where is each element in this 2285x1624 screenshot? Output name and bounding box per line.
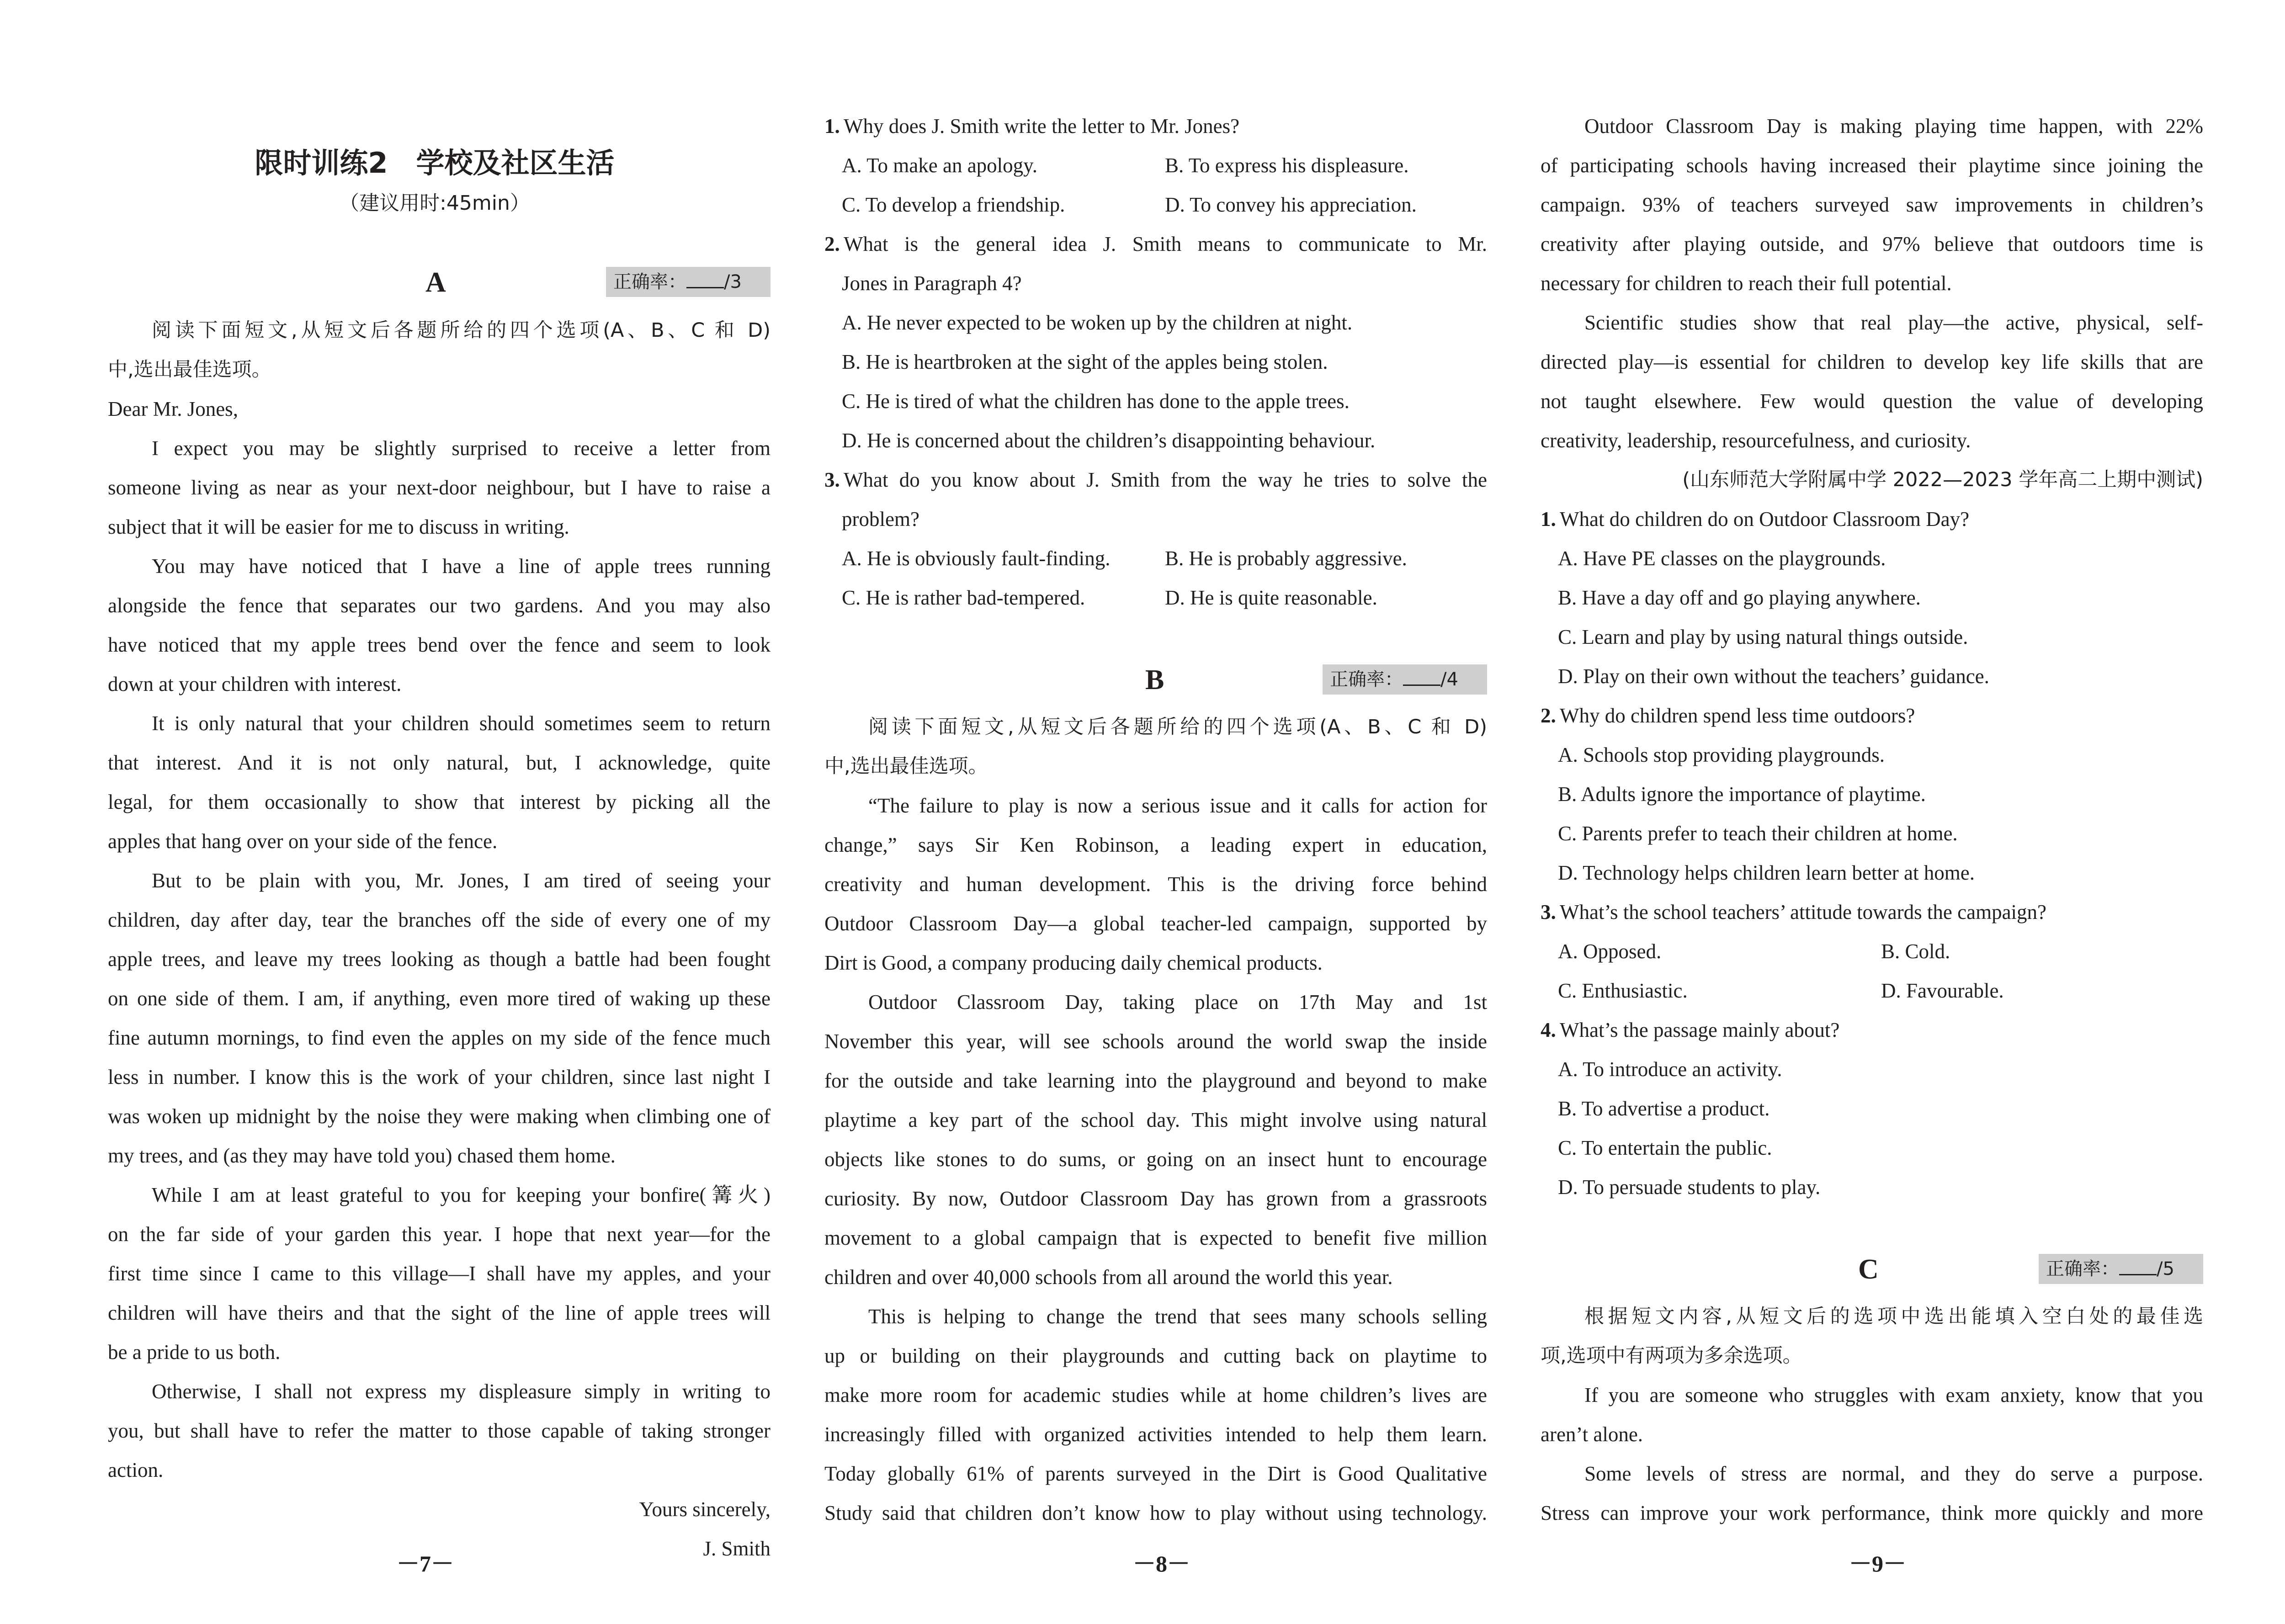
instruction-line: 项,选项中有两项为多余选项。 bbox=[1541, 1344, 1802, 1367]
score-box-c bbox=[2039, 1254, 2203, 1284]
option-a[interactable]: A. To make an apology. bbox=[842, 154, 1038, 177]
option-c[interactable]: C. He is tired of what the children has done to the apple trees. bbox=[842, 390, 1350, 413]
text-line: But to be plain with you, Mr. Jones, I am tired of seeing your bbox=[152, 869, 771, 892]
option-d[interactable]: D. To persuade students to play. bbox=[1558, 1176, 1821, 1199]
instruction-line: 中,选出最佳选项。 bbox=[108, 358, 271, 381]
text-line: You may have noticed that I have a line of apple trees running bbox=[152, 555, 771, 578]
score-label: 正确率： bbox=[613, 271, 686, 292]
text-line: was woken up midnight by the noise they were making when climbing one of bbox=[108, 1105, 771, 1128]
score-total: /3 bbox=[724, 271, 742, 292]
question-2 bbox=[824, 224, 1487, 264]
page-number: －7－ bbox=[397, 1551, 454, 1576]
text-line: apple trees, and leave my trees looking as though a battle had been fought bbox=[108, 948, 771, 971]
text-line: campaign. 93% of teachers surveyed saw improvements in children’s bbox=[1541, 193, 2203, 216]
text-line: make more room for academic studies while at home children’s lives are bbox=[824, 1384, 1487, 1406]
text-line: While I am at least grateful to you for keeping your bonfire(篝火) bbox=[152, 1184, 771, 1206]
text-line: less in number. I know this is the work of your children, since last night I bbox=[108, 1066, 771, 1088]
text-line: Scientific studies show that real play—the active, physical, self- bbox=[1584, 311, 2203, 334]
text-line: action. bbox=[108, 1459, 164, 1481]
text-line: movement to a global campaign that is expected to benefit five million bbox=[824, 1226, 1487, 1249]
text-line: Outdoor Classroom Day is making playing time happen, with 22% bbox=[1584, 115, 2203, 138]
text-line: Some levels of stress are normal, and they do serve a purpose. bbox=[1584, 1462, 2203, 1485]
option-a[interactable]: A. Opposed. bbox=[1558, 940, 1662, 963]
instruction-line: 阅读下面短文,从短文后各题所给的四个选项(A、B、C 和 D) bbox=[152, 319, 771, 342]
option-d[interactable]: D. To convey his appreciation. bbox=[1165, 193, 1417, 216]
option-b[interactable]: B. To advertise a product. bbox=[1558, 1097, 1770, 1120]
question-4 bbox=[1541, 1010, 2203, 1050]
text-line: subject that it will be easier for me to discuss in writing. bbox=[108, 515, 569, 538]
text-line: It is only natural that your children should sometimes seem to return bbox=[152, 712, 771, 735]
score-box-b bbox=[1323, 664, 1487, 695]
question-number: 1. bbox=[1541, 508, 1556, 531]
text-line: first time since I came to this village—I shall have my apples, and your bbox=[108, 1262, 771, 1285]
text-line: apples that hang over on your side of the fence. bbox=[108, 830, 498, 853]
text-line: legal, for them occasionally to show that interest by picking all the bbox=[108, 791, 771, 813]
text-line: If you are someone who struggles with exam anxiety, know that you bbox=[1584, 1384, 2203, 1406]
section-a-heading: A bbox=[425, 267, 446, 298]
section-c-heading: C bbox=[1858, 1254, 1879, 1285]
text-line: children will have theirs and that the sight of the line of apple trees will bbox=[108, 1301, 771, 1324]
text-line: curiosity. By now, Outdoor Classroom Day has grown from a grassroots bbox=[824, 1187, 1487, 1210]
question-stem: What is the general idea J. Smith means to communicate to Mr. bbox=[844, 233, 1487, 255]
option-c[interactable]: C. To develop a friendship. bbox=[842, 193, 1065, 216]
text-line: This is helping to change the trend that sees many schools selling bbox=[868, 1305, 1487, 1328]
text-line: objects like stones to do sums, or going on an insect hunt to encourage bbox=[824, 1148, 1487, 1171]
option-b[interactable]: B. To express his displeasure. bbox=[1165, 154, 1409, 177]
option-c[interactable]: C. He is rather bad-tempered. bbox=[842, 586, 1085, 609]
question-stem: What do you know about J. Smith from the way he tries to solve the bbox=[844, 468, 1487, 491]
question-1 bbox=[1541, 499, 2203, 539]
question-number: 1. bbox=[824, 115, 840, 138]
option-d[interactable]: D. Favourable. bbox=[1881, 979, 2004, 1002]
text-line: on one side of them. I am, if anything, even more tired of waking up these bbox=[108, 987, 771, 1010]
option-a[interactable]: A. To introduce an activity. bbox=[1558, 1058, 1782, 1081]
question-1 bbox=[824, 106, 1487, 146]
score-label: 正确率： bbox=[2046, 1258, 2119, 1279]
letter-salutation: Dear Mr. Jones, bbox=[108, 398, 238, 420]
text-line: my trees, and (as they may have told you) chased them home. bbox=[108, 1144, 616, 1167]
question-stem-cont: Jones in Paragraph 4? bbox=[842, 272, 1022, 295]
text-line: of participating schools having increased their playtime since joining the bbox=[1541, 154, 2203, 177]
page-number: －8－ bbox=[1133, 1551, 1190, 1576]
score-blank bbox=[686, 267, 724, 288]
page-title: 限时训练2 学校及社区生活 bbox=[255, 146, 615, 180]
text-line: on the far side of your garden this year. I hope that next year—for the bbox=[108, 1223, 771, 1246]
section-b-heading: B bbox=[1145, 664, 1164, 695]
text-line: be a pride to us both. bbox=[108, 1341, 281, 1364]
text-line: for the outside and take learning into the playground and beyond to make bbox=[824, 1069, 1487, 1092]
option-c[interactable]: C. Parents prefer to teach their children at home. bbox=[1558, 822, 1958, 845]
page-number: －9－ bbox=[1849, 1551, 1906, 1576]
text-line: playtime a key part of the school day. This might involve using natural bbox=[824, 1109, 1487, 1131]
text-line: Stress can improve your work performance, think more quickly and more bbox=[1541, 1502, 2203, 1524]
text-line: up or building on their playgrounds and cutting back on playtime to bbox=[824, 1344, 1487, 1367]
text-line: change,” says Sir Ken Robinson, a leading expert in education, bbox=[824, 833, 1487, 856]
text-line: “The failure to play is now a serious issue and it calls for action for bbox=[868, 794, 1487, 817]
option-b[interactable]: B. Have a day off and go playing anywhere. bbox=[1558, 586, 1921, 609]
text-line: Outdoor Classroom Day, taking place on 17th May and 1st bbox=[868, 991, 1487, 1014]
instruction-line: 根据短文内容,从短文后的选项中选出能填入空白处的最佳选 bbox=[1584, 1305, 2203, 1328]
score-box-a bbox=[606, 267, 771, 297]
text-line: have noticed that my apple trees bend over the fence and seem to look bbox=[108, 633, 771, 656]
text-line: creativity, leadership, resourcefulness, and curiosity. bbox=[1541, 429, 1971, 452]
text-line: increasingly filled with organized activities intended to help them learn. bbox=[824, 1423, 1487, 1446]
score-blank bbox=[1403, 664, 1440, 686]
question-3 bbox=[824, 460, 1487, 499]
option-a[interactable]: A. Schools stop providing playgrounds. bbox=[1558, 743, 1885, 766]
score-total: /4 bbox=[1440, 669, 1458, 690]
text-line: children, day after day, tear the branches off the side of every one of my bbox=[108, 908, 771, 931]
letter-signature: J. Smith bbox=[703, 1537, 771, 1560]
text-line: I expect you may be slightly surprised to receive a letter from bbox=[152, 437, 771, 460]
question-stem: What’s the school teachers’ attitude towards the campaign? bbox=[1560, 901, 2047, 923]
option-c[interactable]: C. To entertain the public. bbox=[1558, 1136, 1772, 1159]
source-note: (山东师范大学附属中学 2022—2023 学年高二上期中测试) bbox=[1682, 468, 2203, 491]
letter-closing: Yours sincerely, bbox=[639, 1498, 771, 1521]
text-line: creativity and human development. This is the driving force behind bbox=[824, 873, 1487, 896]
text-line: someone living as near as your next-door neighbour, but I have to raise a bbox=[108, 476, 771, 499]
question-stem: What do children do on Outdoor Classroom Day? bbox=[1560, 508, 1970, 531]
question-number: 3. bbox=[824, 468, 840, 491]
option-d[interactable]: D. Play on their own without the teachers’ guidance. bbox=[1558, 665, 1989, 688]
text-line: that interest. And it is not only natural, but, I acknowledge, quite bbox=[108, 751, 771, 774]
option-c[interactable]: C. Enthusiastic. bbox=[1558, 979, 1688, 1002]
question-number: 2. bbox=[1541, 704, 1556, 727]
text-line: November this year, will see schools around the world swap the inside bbox=[824, 1030, 1487, 1053]
question-number: 2. bbox=[824, 233, 840, 255]
text-line: directed play—is essential for children to develop key life skills that are bbox=[1541, 350, 2203, 373]
question-number: 3. bbox=[1541, 901, 1556, 923]
text-line: creativity after playing outside, and 97% believe that outdoors time is bbox=[1541, 233, 2203, 255]
text-line: fine autumn mornings, to find even the apples on my side of the fence much bbox=[108, 1026, 771, 1049]
question-number: 4. bbox=[1541, 1019, 1556, 1041]
text-line: down at your children with interest. bbox=[108, 673, 402, 695]
option-b[interactable]: B. Cold. bbox=[1881, 940, 1950, 963]
page-subtitle: （建议用时:45min） bbox=[339, 191, 530, 215]
option-d[interactable]: D. He is concerned about the children’s disappointing behaviour. bbox=[842, 429, 1376, 452]
question-stem: Why do children spend less time outdoors? bbox=[1560, 704, 1915, 727]
question-stem-cont: problem? bbox=[842, 508, 919, 531]
option-c[interactable]: C. Learn and play by using natural things outside. bbox=[1558, 626, 1968, 648]
option-b[interactable]: B. He is heartbroken at the sight of the apples being stolen. bbox=[842, 350, 1328, 373]
option-b[interactable]: B. Adults ignore the importance of playtime. bbox=[1558, 783, 1926, 806]
question-2 bbox=[1541, 696, 2203, 735]
option-d[interactable]: D. He is quite reasonable. bbox=[1165, 586, 1377, 609]
option-a[interactable]: A. He never expected to be woken up by the children at night. bbox=[842, 311, 1353, 334]
instruction-line: 中,选出最佳选项。 bbox=[824, 755, 988, 778]
score-total: /5 bbox=[2157, 1258, 2174, 1279]
question-stem: Why does J. Smith write the letter to Mr. Jones? bbox=[844, 115, 1240, 138]
instruction-line: 阅读下面短文,从短文后各题所给的四个选项(A、B、C 和 D) bbox=[868, 716, 1487, 738]
text-line: Dirt is Good, a company producing daily chemical products. bbox=[824, 951, 1323, 974]
text-line: Outdoor Classroom Day—a global teacher-led campaign, supported by bbox=[824, 912, 1487, 935]
score-blank bbox=[2119, 1254, 2157, 1275]
option-a[interactable]: A. Have PE classes on the playgrounds. bbox=[1558, 547, 1886, 570]
text-line: not taught elsewhere. Few would question the value of developing bbox=[1541, 390, 2203, 413]
option-d[interactable]: D. Technology helps children learn better at home. bbox=[1558, 861, 1975, 884]
text-line: alongside the fence that separates our two gardens. And you may also bbox=[108, 594, 771, 617]
option-a[interactable]: A. He is obviously fault-finding. bbox=[842, 547, 1111, 570]
question-stem: What’s the passage mainly about? bbox=[1560, 1019, 1840, 1041]
question-3 bbox=[1541, 892, 2203, 932]
text-line: you, but shall have to refer the matter to those capable of taking stronger bbox=[108, 1419, 771, 1442]
text-line: necessary for children to reach their full potential. bbox=[1541, 272, 1952, 295]
text-line: Otherwise, I shall not express my displeasure simply in writing to bbox=[152, 1380, 771, 1403]
score-label: 正确率： bbox=[1330, 669, 1403, 690]
text-line: children and over 40,000 schools from all around the world this year. bbox=[824, 1266, 1393, 1289]
option-b[interactable]: B. He is probably aggressive. bbox=[1165, 547, 1407, 570]
text-line: Study said that children don’t know how to play without using technology. bbox=[824, 1502, 1487, 1524]
text-line: Today globally 61% of parents surveyed in the Dirt is Good Qualitative bbox=[824, 1462, 1487, 1485]
text-line: aren’t alone. bbox=[1541, 1423, 1643, 1446]
